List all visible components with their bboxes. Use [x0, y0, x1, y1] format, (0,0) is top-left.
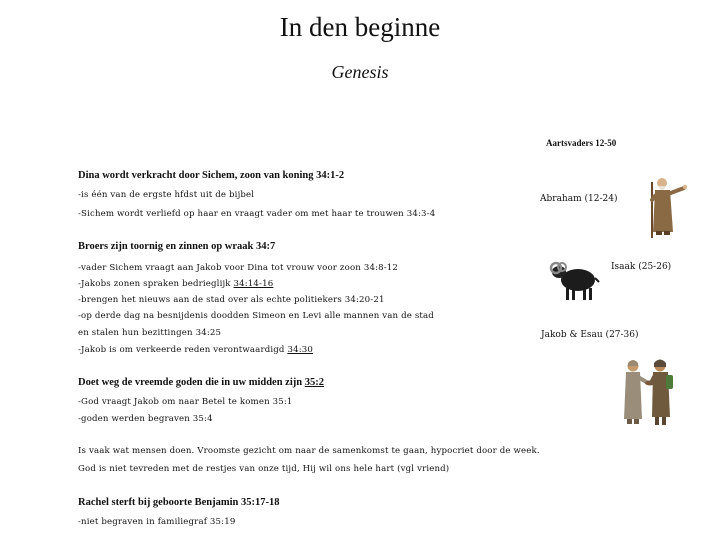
text-line: -goden werden begraven 35:4	[78, 414, 213, 424]
text-line: -op derde dag na besnijdenis doodden Simeon en Levi alle mannen van de stad	[78, 311, 434, 321]
text-line: -is één van de ergste hfdst uit de bijbel	[78, 190, 255, 200]
abraham-figure-icon	[640, 174, 690, 240]
bible-ref: 35:2	[304, 377, 324, 388]
text-line: Is vaak wat mensen doen. Vroomste gezicht om naar de samenkomst te gaan, hypocriet door de week.	[78, 446, 540, 456]
text-line: -niet begraven in familiegraf 35:19	[78, 517, 236, 527]
section-heading-rachel: Rachel sterft bij geboorte Benjamin 35:17-18	[78, 497, 280, 508]
jacob-esau-figures-icon	[618, 357, 678, 427]
text-line: -Sichem wordt verliefd op haar en vraagt vader om met haar te trouwen 34:3-4	[78, 209, 436, 219]
patriarch-label-isaak: Isaak (25-26)	[611, 262, 672, 272]
text-line: -Jakobs zonen spraken bedrieglijk 34:14-16	[78, 279, 274, 289]
page-subtitle: Genesis	[331, 62, 389, 82]
ram-icon	[548, 258, 600, 302]
text-line: -vader Sichem vraagt aan Jakob voor Dina tot vrouw voor zoon 34:8-12	[78, 263, 399, 273]
patriarch-label-jakob-esau: Jakob & Esau (27-36)	[541, 330, 639, 340]
section-heading-dina: Dina wordt verkracht door Sichem, zoon van koning 34:1-2	[78, 170, 345, 181]
text-line: -Jakob is om verkeerde reden verontwaardigd 34:30	[78, 345, 313, 355]
patriarch-label-abraham: Abraham (12-24)	[540, 194, 618, 204]
bible-ref: 34:30	[287, 345, 313, 355]
section-heading-broers: Broers zijn toornig en zinnen op wraak 34:7	[78, 241, 276, 252]
section-heading-goden: Doet weg de vreemde goden die in uw midden zijn 35:2	[78, 377, 324, 388]
aside-heading: Aartsvaders 12-50	[546, 138, 617, 148]
bible-ref: 34:14-16	[233, 279, 274, 289]
page-title: In den beginne	[279, 12, 441, 42]
text-line: God is niet tevreden met de restjes van onze tijd, Hij wil ons hele hart (vgl vriend)	[78, 464, 450, 474]
text-line: -God vraagt Jakob om naar Betel te komen 35:1	[78, 397, 293, 407]
text-line: -brengen het nieuws aan de stad over als echte politiekers 34:20-21	[78, 295, 385, 305]
text-line: en stalen hun bezittingen 34:25	[78, 328, 222, 338]
